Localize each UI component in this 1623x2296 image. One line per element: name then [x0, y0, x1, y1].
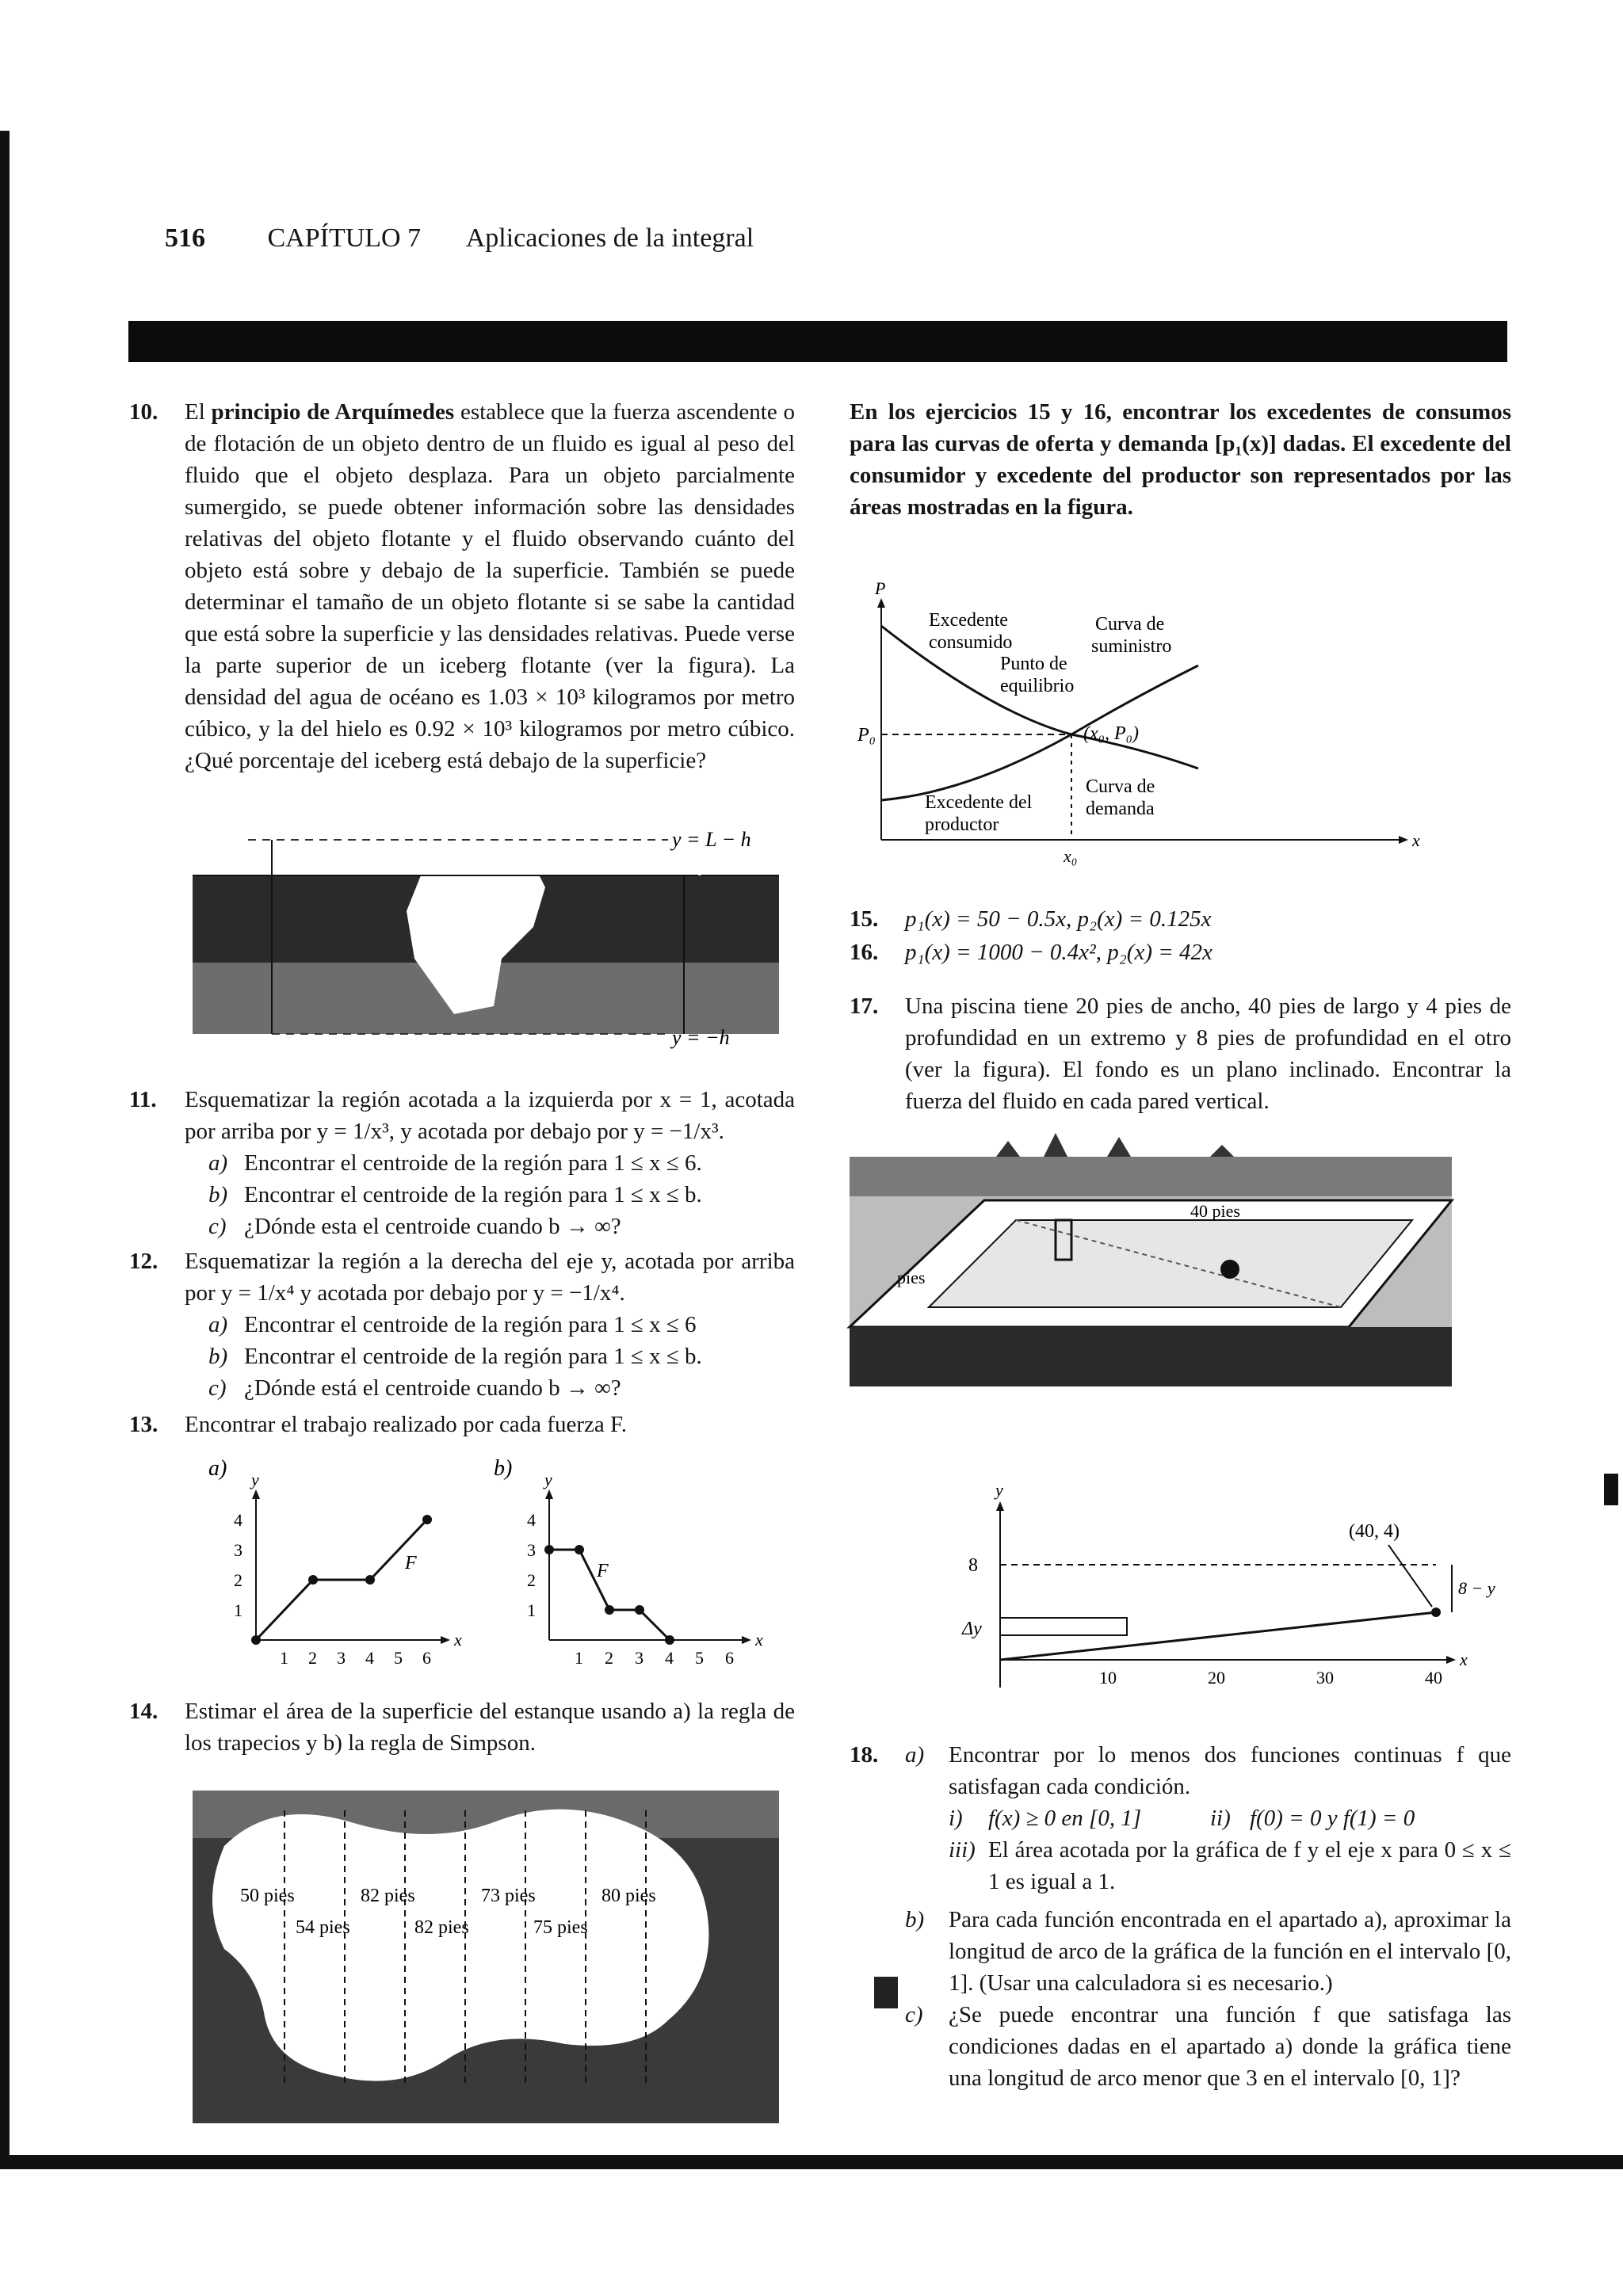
svg-text:productor: productor [925, 814, 999, 835]
svg-text:Δy: Δy [962, 1619, 982, 1639]
y-tick-label: 1 [234, 1600, 242, 1620]
x-tick-label: 6 [725, 1648, 734, 1668]
svg-text:Punto de: Punto de [1000, 654, 1067, 674]
svg-text:x: x [1412, 830, 1420, 850]
exercise-10 [129, 396, 795, 776]
y-tick-label: 3 [234, 1540, 242, 1560]
y-tick-label: 4 [527, 1510, 536, 1530]
graph-a [234, 1470, 462, 1668]
x-tick-label: 4 [365, 1648, 374, 1668]
calculator-icon [874, 1977, 898, 2008]
exercise-text: Esquematizar la región acotada a la izquierda por x = 1, acotada por arriba por y = 1/x³, y acotada por debajo por y = −1/x³. [185, 1087, 795, 1144]
svg-text:Excedente del: Excedente del [925, 792, 1033, 813]
y-tick-label: 2 [234, 1570, 242, 1590]
label-top: y = L − h [672, 828, 751, 851]
exercise-number: 17. [850, 994, 879, 1019]
width-label: 80 pies [601, 1886, 656, 1906]
exercise-13 [129, 1409, 795, 1440]
intro-15-16: En los ejercicios 15 y 16, encontrar los excedentes de consumos para las curvas de oferta y demanda [p₁(x)] dadas. El excedente del consumidor y excedente del productor son representados por las áreas mostradas en la figura. [850, 399, 1511, 520]
sub-list: a) Encontrar por lo menos dos funciones continuas f que satisfagan cada condición. i) f(x) ≥ 0 en [0, 1] ii) f(0) = 0 y f(1) = 0 iii) El área acotada por la gráfica de f y el eje x para 0 ≤ x ≤ 1 es igual a 1. b) Para cada función encontrada en el apartado a), aproximar la longitud de arco de la gráfica de la función en el intervalo [0, 1]. (Usar una calculadora si es necesario.) c) ¿Se puede encontrar una función f que satisfaga las condiciones dadas en el apartado a) donde la gráfica tiene una longitud de arco menor que 3 en el intervalo [0, 1]? [905, 1742, 1511, 2091]
width-label: 82 pies [361, 1886, 415, 1906]
pool-cross-section-graph [945, 1480, 1495, 1703]
y-tick-label: 2 [527, 1570, 536, 1590]
x-tick-label: 40 [1425, 1668, 1442, 1688]
svg-text:Curva de: Curva de [1086, 776, 1155, 797]
y-tick-label: 3 [527, 1540, 536, 1560]
section-band [128, 321, 1507, 362]
running-head [165, 223, 754, 254]
x-tick-label: 10 [1099, 1668, 1117, 1688]
exercise-text: Esquematizar la región a la derecha del eje y, acotada por arriba por y = 1/x⁴ y acotada por debajo por y = −1/x⁴. [185, 1249, 795, 1306]
x-tick-label: 1 [575, 1648, 583, 1668]
y-tick-label: 1 [527, 1600, 536, 1620]
width-label: 73 pies [481, 1886, 536, 1906]
iceberg-figure [193, 824, 779, 1062]
svg-text:P₀: P₀ [857, 725, 876, 746]
exercise-16: 16. p₁(x) = 1000 − 0.4x², p₂(x) = 42x [850, 940, 1212, 965]
sub-list: a) Encontrar el centroide de la región para 1 ≤ x ≤ 6. b) Encontrar el centroide de la región para 1 ≤ x ≤ b. c) ¿Dónde esta el centroide cuando b → ∞? [208, 1150, 702, 1239]
graph-b [527, 1470, 763, 1668]
svg-text:F: F [597, 1561, 609, 1581]
svg-text:pies: pies [897, 1268, 926, 1287]
page-number: 516 [165, 223, 205, 253]
exercise-12 [129, 1245, 795, 1404]
exercise-number: 13. [129, 1412, 158, 1437]
svg-text:8: 8 [968, 1555, 978, 1576]
x-tick-label: 3 [635, 1648, 643, 1668]
exercise-number: 18. [850, 1742, 879, 1768]
scan-mark [1604, 1474, 1618, 1505]
exercise-11 [129, 1084, 795, 1242]
svg-text:y: y [251, 1470, 259, 1489]
x-tick-label: 2 [605, 1648, 613, 1668]
chapter-title: Aplicaciones de la integral [465, 223, 754, 253]
sub-list: a) Encontrar el centroide de la región para 1 ≤ x ≤ 6 b) Encontrar el centroide de la región para 1 ≤ x ≤ b. c) ¿Dónde está el centroide cuando b → ∞? [208, 1312, 702, 1401]
svg-text:Excedente: Excedente [929, 610, 1008, 631]
svg-text:x: x [755, 1630, 763, 1650]
svg-text:8 − y: 8 − y [1458, 1578, 1495, 1598]
x-tick-label: 4 [665, 1648, 674, 1668]
x-tick-label: 20 [1208, 1668, 1225, 1688]
svg-text:y: y [995, 1480, 1003, 1500]
exercise-number: 12. [129, 1249, 158, 1274]
svg-text:40 pies: 40 pies [1190, 1201, 1240, 1221]
exercise-text: Encontrar el trabajo realizado por cada fuerza F. [185, 1412, 628, 1437]
svg-text:(x₀, P₀): (x₀, P₀) [1083, 723, 1139, 744]
svg-text:consumido: consumido [929, 632, 1013, 653]
exercise-text: El principio de Arquímedes establece que la fuerza ascendente o de flotación de un objeto dentro de un fluido es igual al peso del fluido que el objeto desplaza. Para un objeto parcialmente sumergido, se puede obtener información sobre las densidades relativas del objeto flotante y el fluido observando cuánto del objeto está sobre y debajo de la superficie. También se puede determinar el tamaño de un objeto flotante si se sabe la cantidad que está sobre la superficie y las densidades relativas. Puede verse la parte superior de un iceberg flotante (ver la figura). La densidad del agua de océano es 1.03 × 10³ kilogramos por metro cúbico, y la del hielo es 0.92 × 10³ kilogramos por metro cúbico. ¿Qué porcentaje del iceberg está debajo de la superficie? [185, 399, 795, 773]
bold-term: principio de Arquímedes [211, 399, 455, 425]
part-a-label: a) [208, 1456, 227, 1481]
svg-text:(40, 4): (40, 4) [1349, 1521, 1400, 1542]
svg-text:equilibrio: equilibrio [1000, 676, 1075, 696]
label-surface: y = 0 [700, 856, 740, 876]
svg-text:Curva de: Curva de [1095, 614, 1165, 635]
exercise-17 [850, 990, 1511, 1117]
exercise-18 [850, 1739, 1511, 2094]
x-tick-label: 3 [337, 1648, 346, 1668]
force-graphs [177, 1450, 795, 1688]
part-b-label: b) [494, 1456, 513, 1481]
svg-text:x: x [454, 1630, 462, 1650]
svg-text:demanda: demanda [1086, 799, 1155, 819]
x-tick-label: 6 [422, 1648, 431, 1668]
pond-figure [193, 1791, 779, 2123]
x-tick-label: 1 [280, 1648, 288, 1668]
width-label: 82 pies [414, 1917, 469, 1938]
exercise-text: Estimar el área de la superficie del estanque usando a) la regla de los trapecios y b) la regla de Simpson. [185, 1699, 795, 1756]
scan-edge-bottom [0, 2155, 1623, 2169]
x-tick-label: 30 [1316, 1668, 1334, 1688]
exercise-number: 11. [129, 1087, 157, 1112]
x-tick-label: 5 [394, 1648, 403, 1668]
x-tick-label: 2 [308, 1648, 317, 1668]
exercise-15: 15. p₁(x) = 50 − 0.5x, p₂(x) = 0.125x [850, 906, 1212, 932]
chapter-label: CAPÍTULO 7 [267, 223, 422, 253]
exercise-text: Una piscina tiene 20 pies de ancho, 40 pies de largo y 4 pies de profundidad en un extremo y 8 pies de profundidad en el otro (ver la figura). El fondo es un plano inclinado. Encontrar la fuerza del fluido en cada pared vertical. [905, 994, 1511, 1114]
width-label: 75 pies [533, 1917, 588, 1938]
x-tick-label: 5 [695, 1648, 704, 1668]
label-bottom: y = −h [672, 1026, 730, 1049]
svg-text:x: x [1460, 1650, 1468, 1669]
y-tick-label: 4 [234, 1510, 242, 1530]
exercise-number: 14. [129, 1699, 158, 1724]
exercise-14 [129, 1695, 795, 1759]
width-label: 54 pies [296, 1917, 350, 1938]
svg-text:x₀: x₀ [1064, 846, 1078, 866]
pool-figure [850, 1133, 1452, 1386]
width-label: 50 pies [240, 1886, 295, 1906]
scan-edge-left [0, 131, 10, 2167]
exercise-number: 10. [129, 399, 158, 425]
svg-text:F: F [405, 1553, 417, 1573]
svg-text:y: y [544, 1470, 552, 1489]
market-figure [850, 578, 1511, 866]
svg-text:P: P [875, 578, 886, 598]
svg-text:suministro: suministro [1091, 636, 1172, 657]
